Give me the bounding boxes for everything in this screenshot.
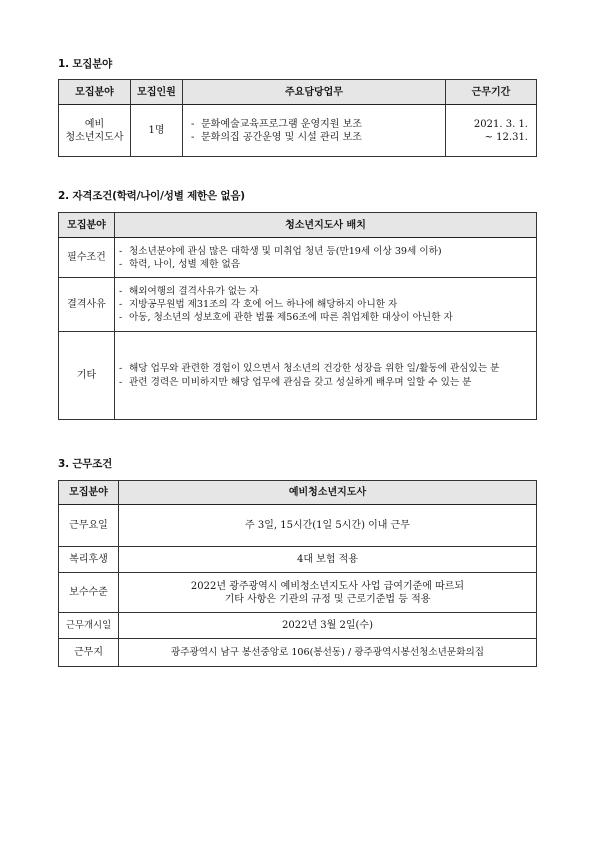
etc-item: - 관련 경력은 미비하지만 해당 업무에 관심을 갖고 성실하게 배우며 일할 수 있는 분: [119, 376, 528, 390]
row-label-salary: 보수수준: [59, 573, 119, 613]
header-count: 모집인원: [131, 80, 183, 105]
duties-cell: [183, 105, 446, 157]
header-trainee: 예비청소년지도사: [119, 481, 537, 505]
start-date-value: 2022년 3월 2일(수): [119, 613, 537, 639]
required-cell: [115, 238, 537, 278]
row-label-required: 필수조건: [59, 238, 115, 278]
welfare-value: 4대 보험 적용: [119, 547, 537, 573]
salary-line-1: 2022년 광주광역시 예비청소년지도사 사업 급여기준에 따르되: [190, 580, 465, 592]
row-label-etc: 기타: [59, 332, 115, 420]
row-label-workdays: 근무요일: [59, 505, 119, 547]
etc-cell: [115, 332, 537, 420]
disqualification-cell: [115, 278, 537, 332]
workplace-value: 광주광역시 남구 봉선중앙로 106(봉선동) / 광주광역시봉선청소년문화의집: [119, 639, 537, 667]
header-period: 근무기간: [446, 80, 537, 105]
period-line-2: ~ 12.31.: [484, 131, 528, 143]
duty-item: - 문화의집 공간운영 및 시설 관리 보조: [191, 131, 441, 144]
disqualification-item: - 지방공무원법 제31조의 각 호에 어느 하나에 해당하지 아니한 자: [119, 298, 532, 311]
section-2-title: 2. 자격조건(학력/나이/성별 제한은 없음): [58, 190, 245, 202]
row-label-workplace: 근무지: [59, 639, 119, 667]
section-1-title: 1. 모집분야: [58, 58, 113, 70]
disqualification-item: - 아동, 청소년의 성보호에 관한 법률 제56조에 따른 취업제한 대상이 아닌한 자: [119, 311, 532, 324]
recruitment-table: [58, 79, 537, 157]
qualification-table: [58, 212, 537, 420]
period-line-1: 2021. 3. 1.: [473, 118, 528, 130]
etc-item: - 해당 업무와 관련한 경험이 있으면서 청소년의 건강한 성장을 위한 일/활동에 관심있는 분: [119, 362, 528, 376]
section-3-title: 3. 근무조건: [58, 458, 113, 470]
salary-line-2: 기타 사항은 기관의 규정 및 근로기준법 등 적용: [224, 593, 431, 605]
required-item: - 청소년분야에 관심 많은 대학생 및 미취업 청년 등(만19세 이상 39세 이하): [119, 245, 532, 258]
count-cell: 1명: [131, 105, 183, 157]
header-field: 모집분야: [59, 481, 119, 505]
disqualification-item: - 해외여행의 결격사유가 없는 자: [119, 285, 532, 298]
field-cell: [59, 105, 131, 157]
header-duties: 주요담당업무: [183, 80, 446, 105]
field-line-2: 청소년지도사: [65, 131, 124, 143]
row-label-welfare: 복리후생: [59, 547, 119, 573]
header-field: 모집분야: [59, 213, 115, 238]
field-line-1: 예비: [84, 118, 105, 130]
workdays-value: 주 3일, 15시간(1일 5시간) 이내 근무: [119, 505, 537, 547]
row-label-start-date: 근무개시일: [59, 613, 119, 639]
required-item: - 학력, 나이, 성별 제한 없음: [119, 258, 532, 271]
salary-cell: [119, 573, 537, 613]
header-placement: 청소년지도사 배치: [115, 213, 537, 238]
work-conditions-table: [58, 480, 537, 667]
duty-item: - 문화예술교육프로그램 운영지원 보조: [191, 118, 441, 131]
row-label-disqualification: 결격사유: [59, 278, 115, 332]
header-field: 모집분야: [59, 80, 131, 105]
period-cell: [446, 105, 537, 157]
